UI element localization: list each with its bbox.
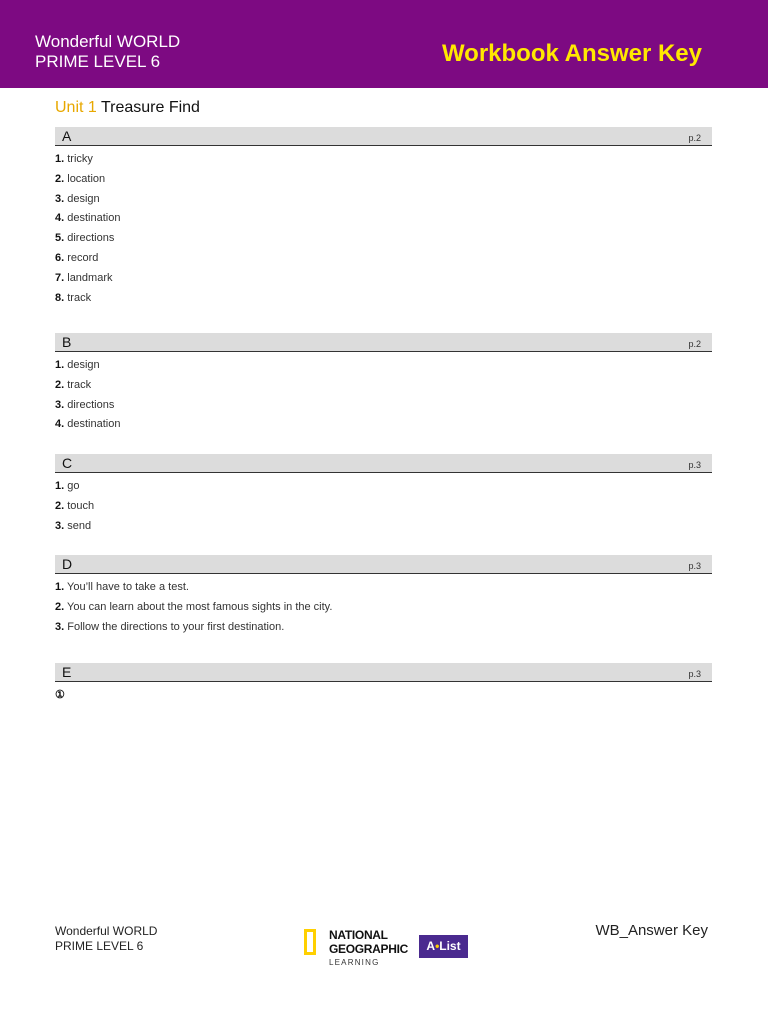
footer-doc-label: WB_Answer Key: [595, 922, 708, 939]
section-header: [55, 127, 712, 146]
list-item: [55, 686, 712, 706]
item-number: 8.: [55, 291, 65, 304]
a-list-dot: •: [435, 939, 440, 953]
item-number: 1.: [55, 153, 65, 165]
section-c: [55, 454, 712, 536]
page-reference: p.2: [688, 133, 701, 143]
item-number: 1.: [55, 480, 65, 492]
list-item: [55, 229, 712, 249]
item-answer: record: [67, 251, 99, 264]
item-answer: go: [67, 480, 80, 492]
item-number: 4.: [55, 418, 65, 431]
logo-text-learning: LEARNING: [329, 958, 380, 967]
item-number: 3.: [55, 620, 65, 633]
item-answer: tricky: [67, 153, 93, 165]
list-item: [55, 578, 712, 598]
answer-list: [55, 356, 712, 435]
section-header: [55, 333, 712, 352]
item-number: 1.: [55, 581, 65, 593]
list-item: [55, 170, 712, 190]
item-answer: location: [67, 172, 106, 185]
section-letter: D: [62, 556, 73, 572]
item-number: 4.: [55, 212, 65, 225]
page-reference: p.3: [688, 561, 701, 571]
section-e: [55, 663, 712, 706]
section-letter: B: [62, 334, 72, 350]
logo-text-national: NATIONAL: [329, 928, 388, 942]
unit-name: Treasure Find: [100, 99, 200, 116]
item-number: 3.: [55, 192, 65, 205]
item-number: 2.: [55, 499, 65, 512]
section-header: [55, 555, 712, 574]
list-item: [55, 396, 712, 416]
list-item: [55, 376, 712, 396]
logo-text-geographic: GEOGRAPHIC: [329, 942, 409, 956]
answer-list: [55, 150, 712, 308]
item-number: 1.: [55, 359, 65, 371]
section-d: [55, 555, 712, 637]
answer-list: [55, 686, 712, 706]
item-number: 2.: [55, 378, 65, 391]
answer-list: [55, 477, 712, 536]
item-number: 3.: [55, 398, 65, 411]
item-answer: landmark: [67, 271, 113, 284]
section-header: [55, 454, 712, 473]
item-number: 2.: [55, 600, 65, 613]
page-header: [0, 0, 768, 88]
section-letter: A: [62, 128, 72, 144]
list-item: [55, 150, 712, 170]
footer-line-2: PRIME LEVEL 6: [55, 939, 144, 953]
footer-series: [55, 924, 157, 954]
a-list-logo: [419, 935, 468, 958]
item-answer: design: [67, 359, 100, 371]
item-number: 3.: [55, 519, 65, 532]
list-item: [55, 415, 712, 435]
list-item: [55, 190, 712, 210]
section-letter: E: [62, 664, 72, 680]
section-header: [55, 663, 712, 682]
yellow-frame-icon: [304, 929, 316, 955]
series-line-2: PRIME LEVEL 6: [35, 52, 161, 71]
list-item: [55, 618, 712, 638]
section-letter: C: [62, 455, 73, 471]
list-item: [55, 249, 712, 269]
series-line-1: Wonderful WORLD: [35, 32, 181, 51]
unit-heading: [55, 99, 200, 117]
page-reference: p.3: [688, 669, 701, 679]
item-number: 7.: [55, 271, 65, 284]
page-reference: p.3: [688, 460, 701, 470]
item-answer: design: [67, 192, 100, 205]
national-geographic-logo: [304, 928, 414, 968]
document-title: Workbook Answer Key: [441, 40, 702, 67]
item-number: 6.: [55, 251, 65, 264]
list-item: [55, 356, 712, 376]
item-answer: directions: [67, 232, 115, 245]
footer-line-1: Wonderful WORLD: [55, 924, 158, 938]
item-answer: You’ll have to take a test.: [67, 581, 189, 593]
a-list-word: List: [439, 939, 461, 953]
section-b: [55, 333, 712, 435]
a-list-a: A: [426, 939, 436, 953]
item-answer: track: [67, 378, 92, 391]
item-answer: Follow the directions to your first destination.: [67, 620, 285, 633]
list-item: [55, 598, 712, 618]
item-number: ①: [55, 689, 65, 701]
answer-list: [55, 578, 712, 637]
list-item: [55, 477, 712, 497]
item-answer: You can learn about the most famous sights in the city.: [67, 600, 333, 613]
page-reference: p.2: [688, 339, 701, 349]
item-answer: touch: [67, 499, 95, 512]
item-answer: track: [67, 291, 92, 304]
series-title: [35, 32, 180, 72]
item-number: 5.: [55, 232, 65, 245]
section-a: [55, 127, 712, 308]
item-answer: send: [67, 519, 92, 532]
item-number: 2.: [55, 172, 65, 185]
item-answer: directions: [67, 398, 115, 411]
item-answer: destination: [67, 212, 121, 225]
list-item: [55, 517, 712, 537]
list-item: [55, 289, 712, 309]
unit-number: Unit 1: [55, 99, 97, 116]
list-item: [55, 209, 712, 229]
list-item: [55, 497, 712, 517]
item-answer: destination: [67, 418, 121, 431]
list-item: [55, 269, 712, 289]
